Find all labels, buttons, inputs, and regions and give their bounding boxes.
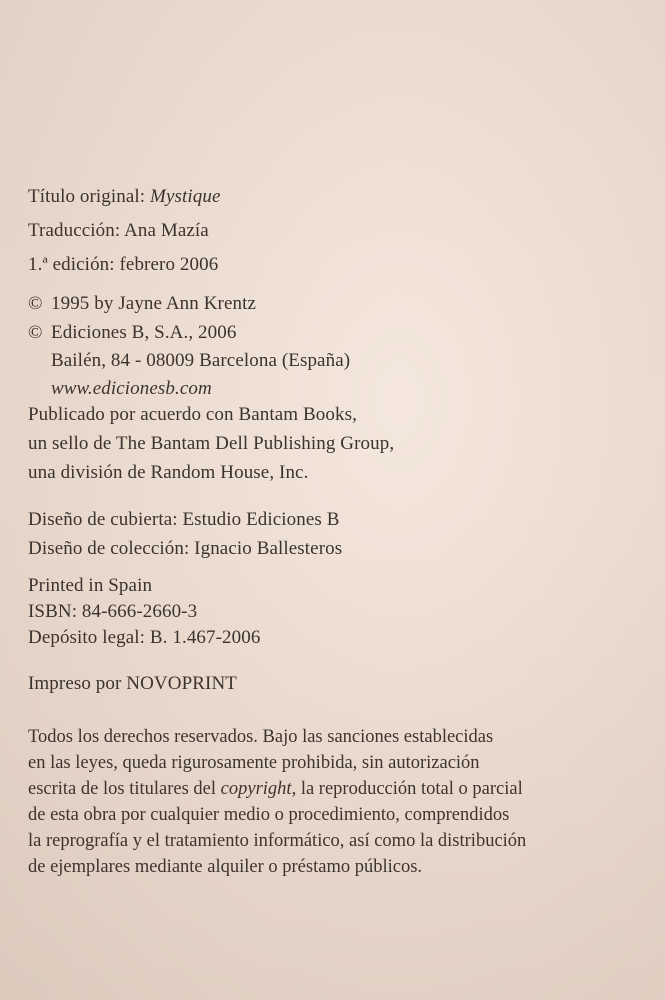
original-title-label: Título original: — [28, 186, 146, 207]
website-text: www.edicionesb.com — [51, 378, 212, 399]
rights-text: escrita de los titulares del — [28, 779, 221, 799]
author-copyright-text: 1995 by Jayne Ann Krentz — [51, 293, 257, 314]
original-title-line — [28, 180, 220, 214]
printed-in-line: Printed in Spain — [28, 575, 153, 596]
publisher-copyright-text: Ediciones B, S.A., 2006 — [51, 322, 237, 343]
agreement-section — [28, 400, 394, 487]
rights-line: la reprografía y el tratamiento informático, así como la distribución — [28, 831, 527, 851]
copyright-section — [28, 287, 350, 406]
copyright-icon: © — [28, 322, 43, 343]
isbn-line: ISBN: 84-666-2660-3 — [28, 601, 198, 622]
print-info-section — [28, 573, 260, 651]
rights-line: Todos los derechos reservados. Bajo las sanciones establecidas — [28, 727, 494, 747]
legal-deposit-line: Depósito legal: B. 1.467-2006 — [28, 627, 261, 648]
rights-notice — [28, 724, 648, 880]
rights-line — [28, 776, 648, 802]
agreement-line: un sello de The Bantam Dell Publishing Group, — [28, 433, 395, 454]
rights-line: en las leyes, queda rigurosamente prohibida, sin autorización — [28, 753, 480, 773]
original-title: Mystique — [150, 186, 221, 207]
collection-design-line: Diseño de colección: Ignacio Ballesteros — [28, 538, 343, 559]
rights-line: de ejemplares mediante alquiler o préstamo públicos. — [28, 857, 423, 877]
rights-line: de esta obra por cualquier medio o procedimiento, comprendidos — [28, 805, 510, 825]
edition-line: 1.ª edición: febrero 2006 — [28, 254, 219, 275]
design-section — [28, 505, 342, 563]
copyright-word: copyright — [220, 779, 292, 799]
agreement-line: Publicado por acuerdo con Bantam Books, — [28, 404, 357, 425]
rights-text: , la reproducción total o parcial — [291, 779, 523, 799]
agreement-line: una división de Random House, Inc. — [28, 462, 309, 483]
printer-line: Impreso por NOVOPRINT — [28, 673, 237, 694]
printer-section — [28, 667, 237, 701]
credits-section — [28, 180, 220, 282]
publisher-address: Bailén, 84 - 08009 Barcelona (España) — [51, 350, 351, 371]
translation-line: Traducción: Ana Mazía — [28, 220, 209, 241]
copyright-icon: © — [28, 293, 43, 314]
cover-design-line: Diseño de cubierta: Estudio Ediciones B — [28, 509, 340, 530]
